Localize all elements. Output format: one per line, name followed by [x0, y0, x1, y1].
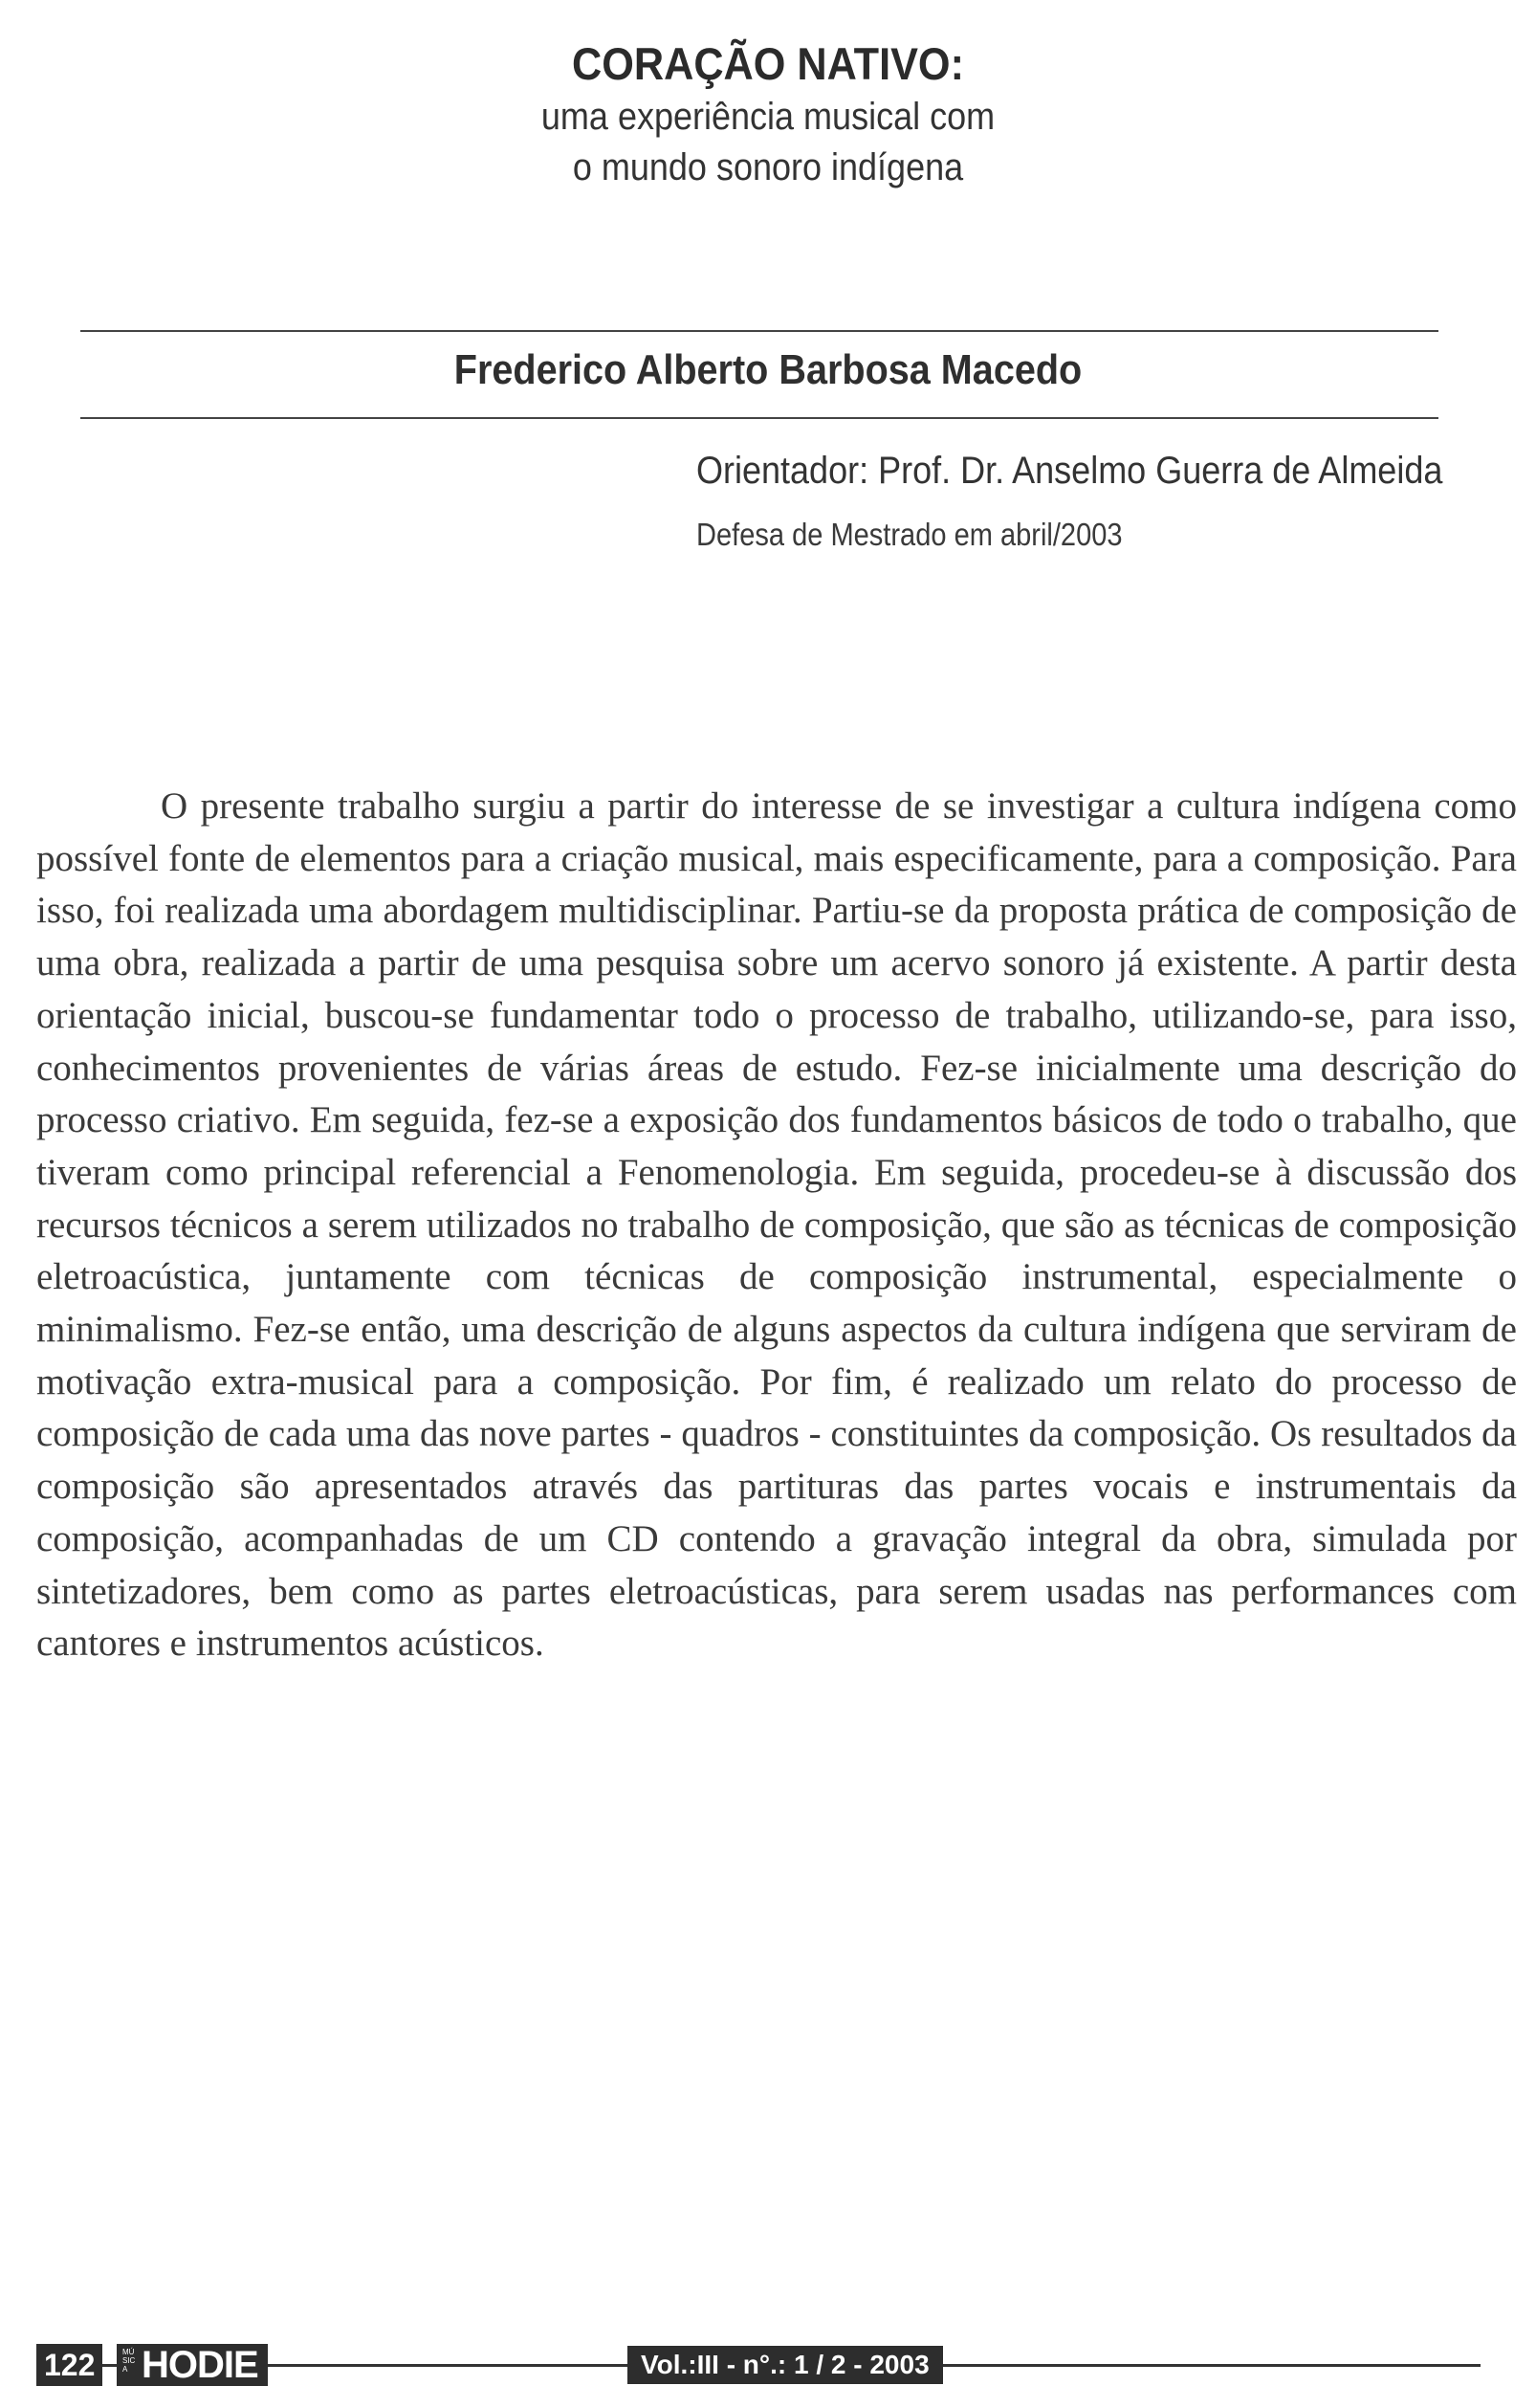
abstract-paragraph: O presente trabalho surgiu a partir do interesse de se investigar a cultura indígena como possível fonte de elementos para a criação musical, mais especificamente, para a composição. Para isso, foi realizada uma abordagem multidisciplinar. Partiu-se da proposta prática de composição de uma obra, realizada a partir de uma pesquisa sobre um acervo sonoro já existente. A partir desta orientação inicial, buscou-se fundamentar todo o processo de trabalho, utilizando-se, para isso, conhecimentos provenientes de várias áreas de estudo. Fez-se inicialmente uma descrição do processo criativo. Em seguida, fez-se a exposição dos fundamentos básicos de todo o trabalho, que tiveram como principal referencial a Fenomenologia. Em seguida, procedeu-se à discussão dos recursos técnicos a serem utilizados no trabalho de composição, que são as técnicas de composição eletroacústica, juntamente com técnicas de composição instrumental, especialmente o minimalismo. Fez-se então, uma descrição de alguns aspectos da cultura indígena que serviram de motivação extra-musical para a composição. Por fim, é realizado um relato do processo de composição de cada uma das nove partes - quadros - constituintes da composição. Os resultados da composição são apresentados através das partituras das partes vocais e instrumentais da composição, acompanhadas de um CD contendo a gravação integral da obra, simulada por sintetizadores, bem como as partes eletroacústicas, para serem usadas nas performances com cantores e instrumentos acústicos. — [36, 785, 1517, 1665]
defense-date: Defesa de Mestrado em abril/2003 — [696, 517, 1123, 552]
top-divider — [80, 330, 1438, 332]
article-title: CORAÇÃO NATIVO: — [572, 38, 964, 89]
article-title-block — [0, 36, 1536, 193]
journal-logo-text: HODIE — [142, 2344, 258, 2386]
volume-info: Vol.:III - n°.: 1 / 2 - 2003 — [627, 2346, 943, 2384]
journal-logo — [117, 2344, 268, 2386]
article-subtitle-line-2: o mundo sonoro indígena — [572, 146, 964, 188]
journal-logo-small-text: MÚSICA — [122, 2348, 136, 2374]
advisor-line: Orientador: Prof. Dr. Anselmo Guerra de Almeida — [696, 450, 1443, 492]
author-name: Frederico Alberto Barbosa Macedo — [453, 346, 1083, 393]
page-number: 122 — [36, 2344, 102, 2386]
bottom-divider — [80, 417, 1438, 419]
article-subtitle-line-1: uma experiência musical com — [540, 96, 996, 138]
page-footer — [36, 2344, 1490, 2388]
